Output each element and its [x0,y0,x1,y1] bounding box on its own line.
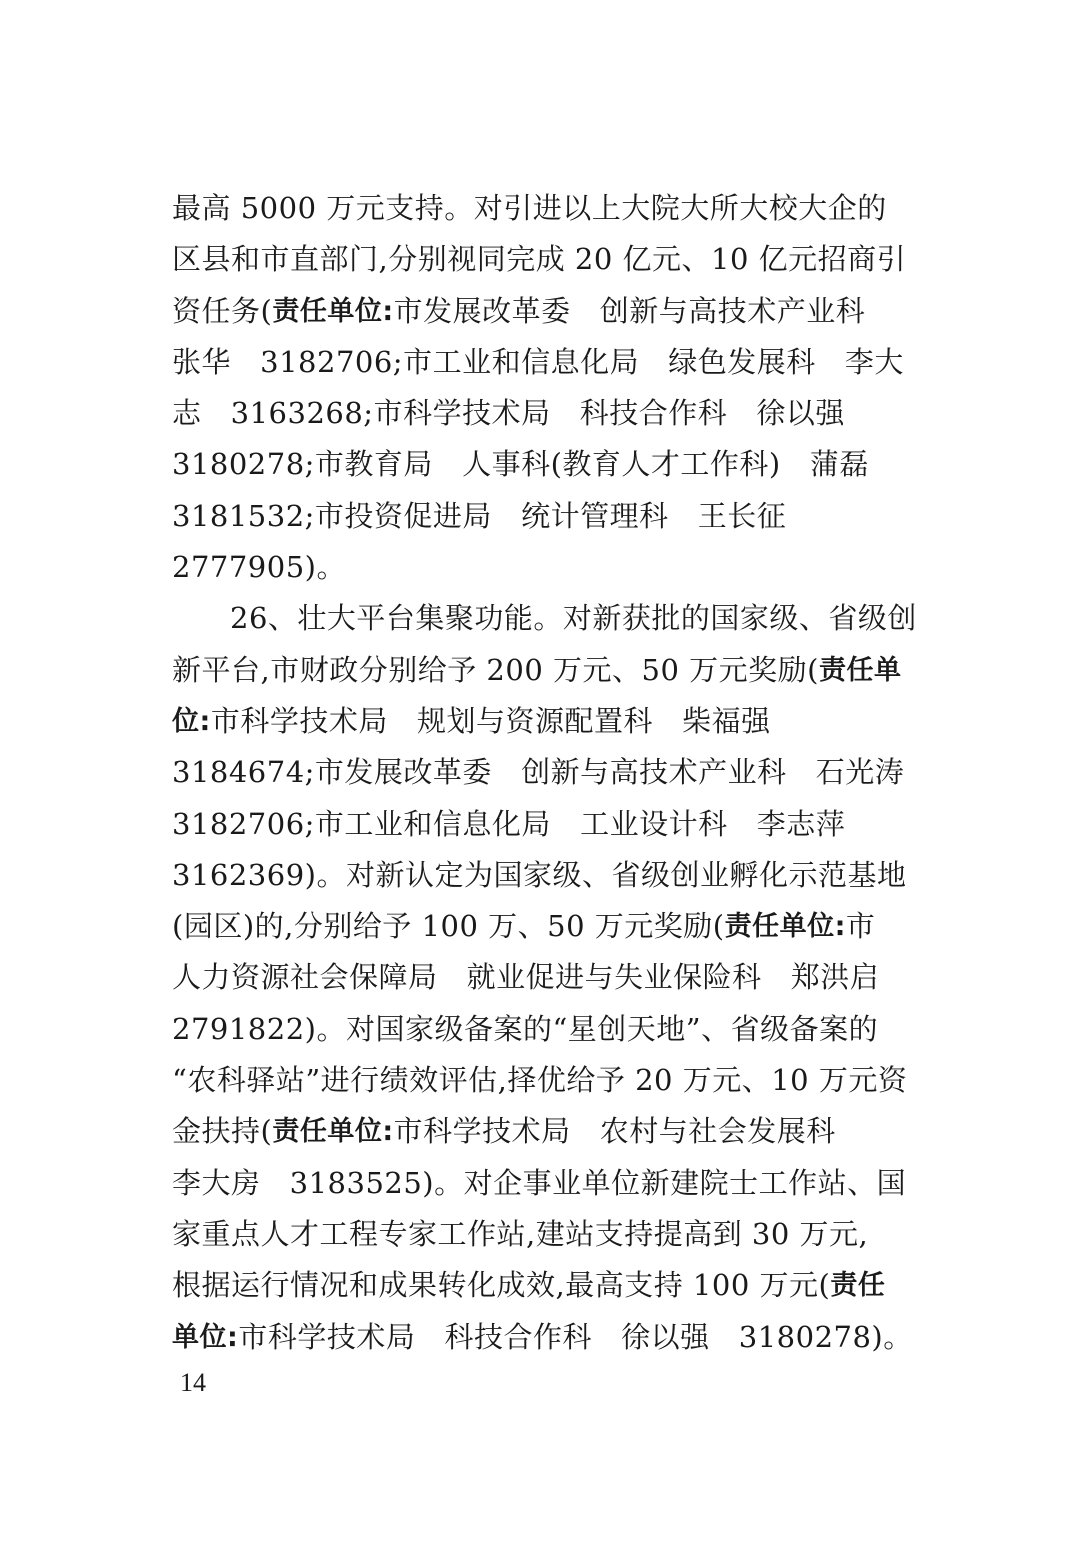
text-line [172,696,912,747]
text-line [172,747,912,798]
text-line [172,901,912,952]
text-line [172,286,912,337]
text-line [172,1004,912,1055]
text-segment: 26、壮大平台集聚功能。对新获批的国家级、省级创 [230,601,917,636]
text-segment: 志 3163268;市科学技术局 科技合作科 徐以强 [172,396,845,431]
text-segment: 区县和市直部门,分别视同完成 20 亿元、10 亿元招商引 [172,242,907,277]
text-line [172,439,912,490]
paragraph-start-line [172,593,917,644]
text-line [172,799,912,850]
text-line [172,1158,912,1209]
text-segment: 新平台,市财政分别给予 200 万元、50 万元奖励( [172,652,819,687]
text-segment: 市科学技术局 规划与资源配置科 柴福强 [210,703,771,738]
text-segment: 2777905)。 [172,550,346,585]
text-segment: 张华 3182706;市工业和信息化局 绿色发展科 李大 [172,344,904,379]
responsible-unit-label: 责任单位: [272,295,394,327]
text-segment: 市科学技术局 农村与社会发展科 [393,1114,836,1149]
text-segment: 3162369)。对新认定为国家级、省级创业孵化示范基地 [172,857,907,892]
body-text [172,183,917,1363]
text-segment: (园区)的,分别给予 100 万、50 万元奖励( [172,909,725,944]
responsible-unit-label: 责任单位: [272,1116,394,1148]
responsible-unit-label: 位: [172,705,211,737]
text-segment: 市 [845,909,876,944]
text-line [172,337,912,388]
text-segment: 最高 5000 万元支持。对引进以上大院大所大校大企的 [172,191,887,225]
text-line [172,850,912,901]
text-line [172,1209,912,1260]
text-line [172,1055,912,1106]
text-line [172,952,912,1003]
text-segment: 3181532;市投资促进局 统计管理科 王长征 [172,498,787,533]
text-segment: 2791822)。对国家级备案的“星创天地”、省级备案的 [172,1011,879,1046]
responsible-unit-label: 责任单 [818,654,902,686]
text-segment: 资任务( [172,293,273,328]
text-line [172,542,912,593]
text-segment: 市发展改革委 创新与高技术产业科 [393,293,866,328]
text-segment: “农科驿站”进行绩效评估,择优给予 20 万元、10 万元资 [172,1063,908,1098]
responsible-unit-label: 单位: [172,1321,239,1353]
text-line [172,388,912,439]
text-line [172,183,912,234]
text-segment: 根据运行情况和成果转化成效,最高支持 100 万元( [172,1268,831,1303]
text-segment: 3184674;市发展改革委 创新与高技术产业科 石光涛 [172,755,905,790]
text-segment: 市科学技术局 科技合作科 徐以强 3180278)。 [238,1319,913,1354]
text-segment: 家重点人才工程专家工作站,建站支持提高到 30 万元, [172,1216,869,1251]
text-line [172,1106,912,1157]
text-line [172,645,912,696]
page-number: 14 [180,1368,206,1397]
text-segment: 李大房 3183525)。对企事业单位新建院士工作站、国 [172,1165,907,1200]
text-segment: 3182706;市工业和信息化局 工业设计科 李志萍 [172,806,846,841]
responsible-unit-label: 责任单位: [724,911,846,943]
text-line [172,1312,912,1363]
text-segment: 3180278;市教育局 人事科(教育人才工作科) 蒲磊 [172,447,869,482]
text-segment: 人力资源社会保障局 就业促进与失业保险科 郑洪启 [172,960,880,995]
responsible-unit-label: 责任 [830,1270,886,1302]
text-line [172,1260,912,1311]
text-line [172,234,912,285]
text-line [172,491,912,542]
text-segment: 金扶持( [172,1114,273,1149]
